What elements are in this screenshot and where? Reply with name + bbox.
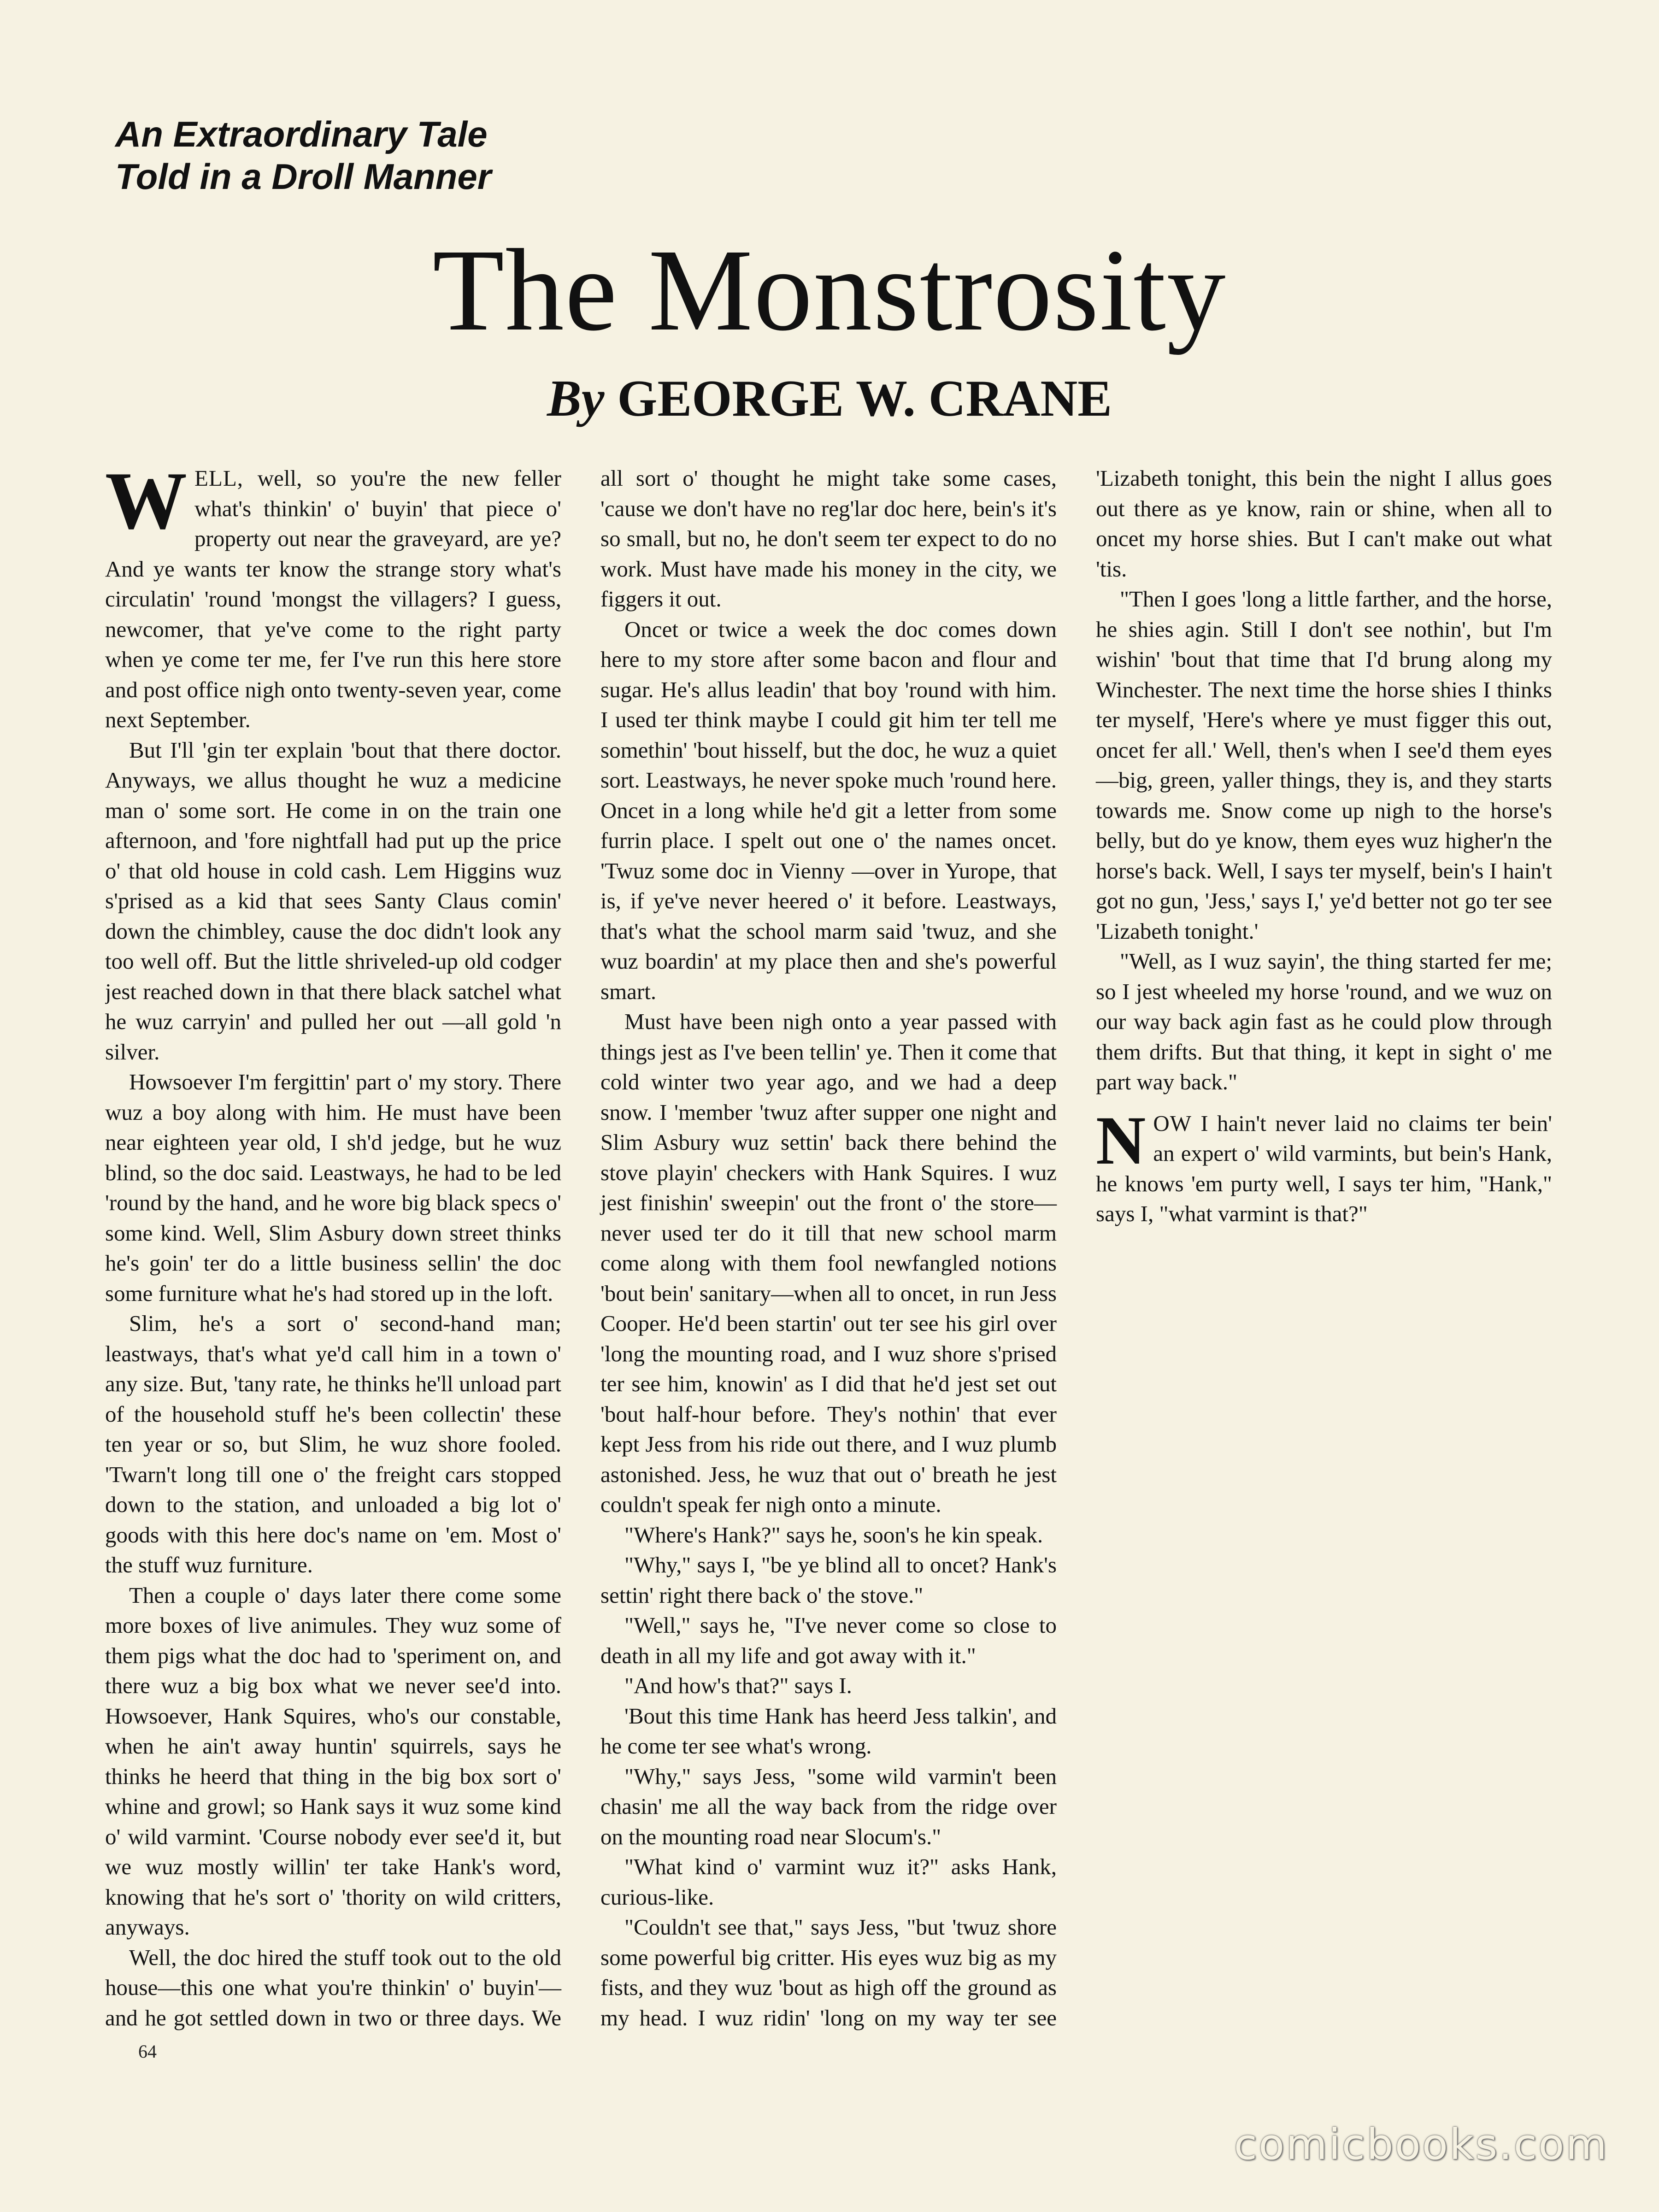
story-paragraph: "Where's Hank?" says he, soon's he kin speak. bbox=[624, 1522, 1043, 1547]
story-paragraph: "And how's that?" says I. bbox=[624, 1673, 852, 1698]
byline-by: By bbox=[547, 370, 605, 427]
drop-cap: W bbox=[105, 463, 187, 546]
story-paragraph: "Well," says he, "I've never come so close to death in all my life and got away with it." bbox=[600, 1612, 1057, 1668]
byline bbox=[0, 369, 1659, 429]
story-paragraph: Howsoever I'm fergittin' part o' my story. There wuz a boy along with him. He must have been near eighteen year old, I sh'd jedge, but he wuz blind, so the doc said. Leastways, he had to be led 'round by the hand, and he wore big black specs o' some kind. Well, Slim Asbury down street thinks he's goin' ter do a little business sellin' the doc some furniture what he's had stored up in the loft. bbox=[105, 1069, 561, 1306]
story-paragraph: Then a couple o' days later there come some more boxes of live animules. They wuz some of them pigs what the doc had to 'speriment on, and there wuz a big box what we never see'd into. Howsoever, Hank Squires, who's our constable, when he ain't away huntin' squirrels, says he thinks he heerd that thing in the big box sort o' whine and growl; so Hank says it wuz some kind o' wild varmint. 'Course nobody ever see'd it, but we wuz mostly willin' ter take Hank's word, knowing that he's sort o' 'thority on wild critters, anyways. bbox=[105, 1582, 561, 1940]
watermark-logo: comicbooks.com bbox=[1234, 2120, 1608, 2169]
story-paragraph: "Why," says Jess, "some wild varmin't been chasin' me all the way back from the ridge over on the mounting road near Slocum's." bbox=[600, 1763, 1057, 1849]
story-paragraph: Oncet or twice a week the doc comes down here to my store after some bacon and flour and sugar. He's allus leadin' that boy 'round with him. I used ter think maybe I could git him ter tell me somethin' 'bout hisself, but the doc, he wuz a quiet sort. Leastways, he never spoke much 'round here. Oncet in a long while he'd git a letter from some furrin place. I spelt out one o' the names oncet. 'Twuz some doc in Vienny —over in Yurope, that is, if ye've never heered o' it before. Leastways, that's what the school marm said 'twuz, and she wuz boardin' at my place then and she's powerful smart. bbox=[600, 616, 1057, 1004]
story-paragraph bbox=[105, 463, 561, 735]
kicker-line-2: Told in a Droll Manner bbox=[115, 156, 492, 197]
story-paragraph: "Well, as I wuz sayin', the thing started fer me; so I jest wheeled my horse 'round, and we wuz on our way back agin fast as he could plow through them drifts. But that thing, it kept in sight o' me part way back." bbox=[1096, 948, 1552, 1094]
story-paragraph: "What kind o' varmint wuz it?" asks Hank, curious-like. bbox=[600, 1854, 1057, 1910]
story-paragraph: Well, the doc hired the stuff took out to the old house—this one what you're thinkin' o' buyin'—and he got settled down in two or three days. We all sort o' thought he might take some cases, 'cause we don't have no reg'lar doc here, bein's it's so small, but no, he don't seem ter expect to do no work. Must have made his money in the city, we figgers it out. bbox=[105, 465, 1057, 2030]
byline-author: GEORGE W. CRANE bbox=[617, 370, 1112, 427]
kicker-line-1: An Extraordinary Tale bbox=[115, 114, 488, 154]
lead-in: ELL, bbox=[194, 465, 244, 491]
paragraph-text: I hain't never laid no claims ter bein' an expert o' wild varmints, but bein's Hank, he knows 'em purty well, I says ter him, "Hank," says I, "what varmint is that?" bbox=[1096, 1110, 1552, 1226]
story-body bbox=[105, 463, 1552, 2035]
story-paragraph: Slim, he's a sort o' second-hand man; leastways, that's what ye'd call him in a town o' any size. But, 'tany rate, he thinks he'll unload part of the household stuff he's been collectin' these ten year or so, but Slim, he wuz shore fooled. 'Twarn't long till one o' the freight cars stopped down to the station, and unloaded a big lot o' goods with this here doc's name on 'em. Most o' the stuff wuz furniture. bbox=[105, 1311, 561, 1577]
story-paragraph: "Then I goes 'long a little farther, and the horse, he shies agin. Still I don't see nothin', but I'm wishin' 'bout that time that I'd brung along my Winchester. The next time the horse shies I thinks ter myself, 'Here's where ye must figger this out, oncet fer all.' Well, then's when I see'd them eyes—big, green, yaller things, they is, and they starts towards me. Snow come up nigh to the horse's belly, but do ye know, them eyes wuz higher'n the horse's back. Well, I says ter myself, bein's I hain't got no gun, 'Jess,' says I,' ye'd better not go ter see 'Lizabeth tonight.' bbox=[1096, 586, 1552, 944]
story-paragraph bbox=[1096, 1102, 1552, 1229]
story-paragraph: But I'll 'gin ter explain 'bout that there doctor. Anyways, we allus thought he wuz a medicine man o' some sort. He come in on the train one afternoon, and 'fore nightfall had put up the price o' that old house in cold cash. Lem Higgins wuz s'prised as a kid that sees Santy Claus comin' down the chimbley, cause the doc didn't look any too well off. But the little shriveled-up old codger jest reached down in that there black satchel what he wuz carryin' and pulled her out —all gold 'n silver. bbox=[105, 737, 561, 1065]
story-paragraph: "Couldn't see that," says Jess, "but 'twuz shore some powerful big critter. His eyes wuz big as my fists, and they wuz 'bout as high off the ground as my head. I wuz ridin' 'long on my way ter see 'Lizabeth tonight, this bein the night I allus goes out there as ye know, rain or shine, when all to oncet my horse shies. But I can't make out what 'tis. bbox=[600, 465, 1552, 2030]
page-number: 64 bbox=[138, 2041, 157, 2062]
lead-in: OW bbox=[1153, 1110, 1192, 1136]
paragraph-text: well, so you're the new feller what's thinkin' o' buyin' that piece o' property out near the graveyard, are ye? And ye wants ter know the strange story what's circulatin' 'round 'mongst the villagers? I guess, newcomer, that ye've come to the right party when ye come ter me, fer I've run this here store and post office nigh onto twenty-seven year, come next September. bbox=[105, 465, 561, 732]
kicker bbox=[115, 113, 491, 198]
drop-cap: N bbox=[1096, 1102, 1146, 1179]
story-paragraph: Must have been nigh onto a year passed with things jest as I've been tellin' ye. Then it come that cold winter two year ago, and we had a deep snow. I 'member 'twuz after supper one night and Slim Asbury wuz settin' back there behind the stove playin' checkers with Hank Squires. I wuz jest finishin' sweepin' out the front o' the store—never used ter do it till that new school marm come along with them fool newfangled notions 'bout bein' sanitary—when all to oncet, in run Jess Cooper. He'd been startin' out ter see his girl over 'long the mounting road, and I wuz shore s'prised ter see him, knowin' as I did that he'd jest set out 'bout half-hour before. They's nothin' that ever kept Jess from his ride out there, and I wuz plumb astonished. Jess, he wuz that out o' breath he jest couldn't speak fer nigh onto a minute. bbox=[600, 1009, 1057, 1517]
story-title: The Monstrosity bbox=[432, 225, 1227, 355]
story-paragraph: "Why," says I, "be ye blind all to oncet? Hank's settin' right there back o' the stove." bbox=[600, 1552, 1057, 1608]
story-paragraph: 'Bout this time Hank has heerd Jess talkin', and he come ter see what's wrong. bbox=[600, 1703, 1057, 1759]
